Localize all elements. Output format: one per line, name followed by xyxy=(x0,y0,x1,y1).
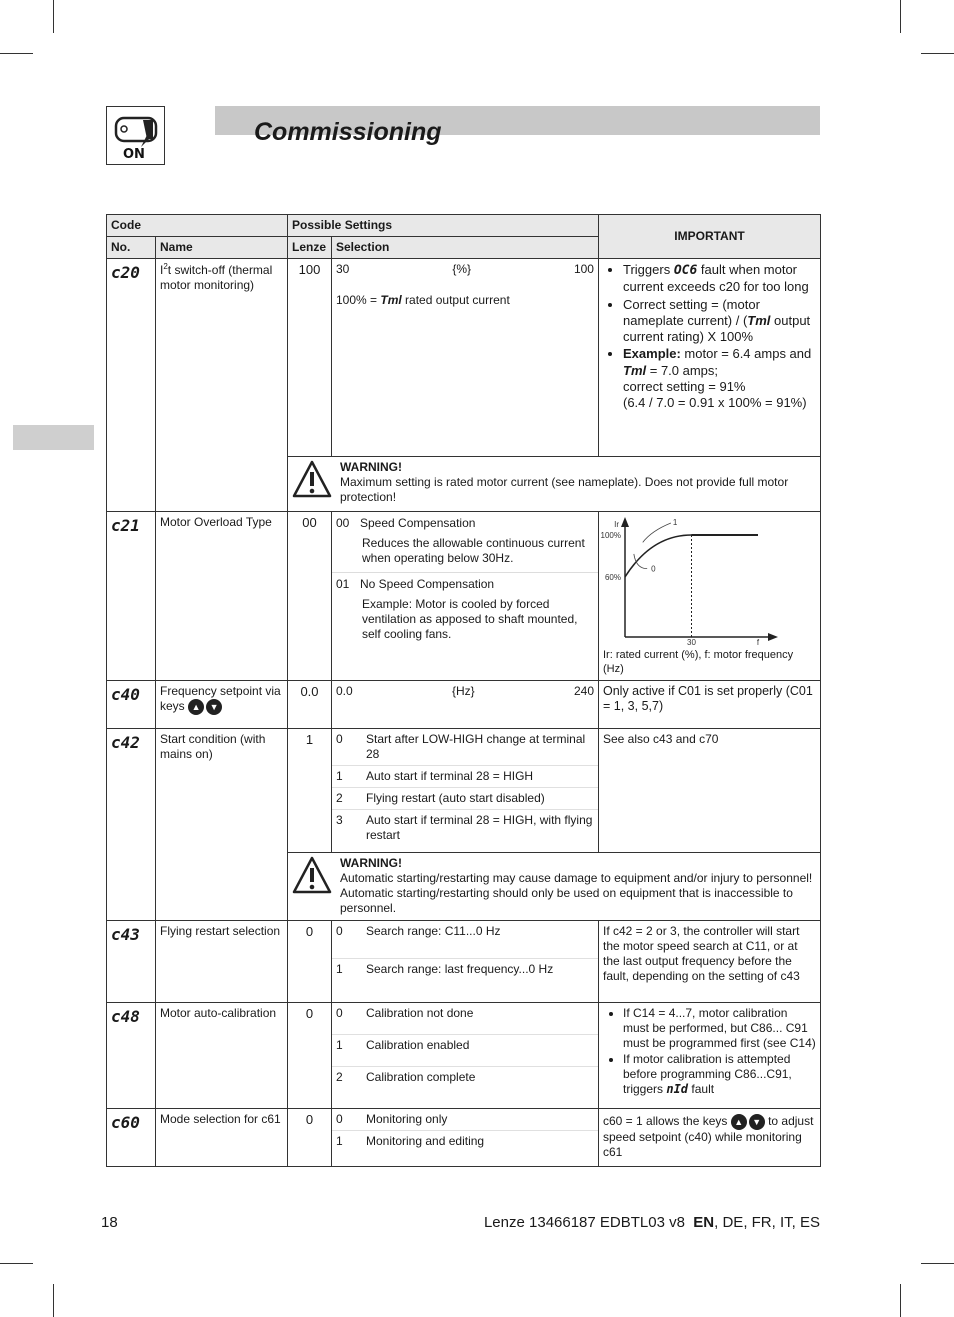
leader-0 xyxy=(634,554,647,569)
header-important: IMPORTANT xyxy=(599,215,821,259)
selection-c43 xyxy=(332,920,599,1002)
option-01: 01 No Speed Compensation Example: Motor is cooled by forced ventilation as apposed to shaft mounted, self cooling fans. xyxy=(336,577,578,641)
code-c48: c48 xyxy=(107,1002,156,1108)
code-c40: c40 xyxy=(107,680,156,728)
on-label: ON xyxy=(123,147,145,162)
name-c60: Mode selection for c61 xyxy=(156,1108,288,1166)
list-item: 1 Auto start if terminal 28 = HIGH xyxy=(332,765,598,787)
y-axis-arrow xyxy=(621,517,629,527)
list-item: 0 Start after LOW-HIGH change at terminal 28 xyxy=(332,729,598,766)
selection-c60 xyxy=(332,1108,599,1166)
code-c42: c42 xyxy=(107,728,156,920)
warning-c42: WARNING! Automatic starting/restarting may cause damage to equipment and/or injury to personnel! Automatic starting/restarting should only be used on equipment that is inaccessible to personnel. xyxy=(288,852,821,920)
header-no: No. xyxy=(107,237,156,259)
option-00: 00 Speed Compensation Reduces the allowable continuous current when operating below 30Hz. xyxy=(332,512,598,573)
lenze-c42: 1 xyxy=(288,728,332,852)
name-c42: Start condition (with mains on) xyxy=(156,728,288,920)
name-c48: Motor auto-calibration xyxy=(156,1002,288,1108)
table-row xyxy=(107,728,821,852)
keys-up-down-icon xyxy=(188,699,222,715)
list-item: 1 Search range: last frequency...0 Hz xyxy=(336,962,554,976)
selection-c21 xyxy=(332,512,599,681)
note-c20: 100% = Tml rated output current xyxy=(336,293,510,307)
lenze-c60: 0 xyxy=(288,1108,332,1166)
down-key-icon: ▼ xyxy=(206,699,222,715)
code-c60: c60 xyxy=(107,1108,156,1166)
table-header-row xyxy=(107,215,821,237)
name-c21: Motor Overload Type xyxy=(156,512,288,681)
selection-c20 xyxy=(332,259,599,457)
crop-mark xyxy=(53,0,54,33)
selection-c40: 0.0 {Hz} 240 xyxy=(332,680,599,728)
y-tick-label: 60% xyxy=(604,573,621,582)
crop-mark xyxy=(921,1263,954,1264)
list-item: 3 Auto start if terminal 28 = HIGH, with flying restart xyxy=(336,812,593,842)
chart-caption: Ir: rated current (%), f: motor frequency (Hz) xyxy=(603,649,794,675)
parameter-table xyxy=(106,214,821,1167)
important-c43: If c42 = 2 or 3, the controller will start the motor speed search at C11, or at the last output frequency before the fault, depending on the setting of c43 xyxy=(599,920,821,1002)
x-axis-arrow xyxy=(768,633,778,641)
table-row xyxy=(107,259,821,457)
header-selection: Selection xyxy=(332,237,599,259)
series-label-0: 0 xyxy=(651,564,656,574)
table-row xyxy=(107,1108,821,1166)
list-item: 0 Calibration not done xyxy=(332,1003,598,1035)
y-tick-label: 100% xyxy=(600,531,621,540)
header-name: Name xyxy=(156,237,288,259)
warning-c20: WARNING! Maximum setting is rated motor current (see nameplate). Does not provide full motor protection! xyxy=(288,457,821,512)
code-c43: c43 xyxy=(107,920,156,1002)
name-c20: $I^2t$ switch-off (thermal motor monitoring) xyxy=(156,259,288,512)
lenze-c40: 0.0 xyxy=(288,680,332,728)
header-possible-settings: Possible Settings xyxy=(288,215,599,237)
max-c20: 100 xyxy=(573,262,594,276)
lenze-c20: 100 xyxy=(288,259,332,457)
selection-c42 xyxy=(332,728,599,852)
unit-c20: {%} xyxy=(452,262,471,276)
warning-icon xyxy=(292,856,332,894)
list-item: 0 Monitoring only xyxy=(332,1109,598,1131)
list-item: 1 Calibration enabled xyxy=(332,1035,598,1067)
table-row xyxy=(107,920,821,1002)
keys-up-down-icon xyxy=(731,1114,765,1130)
on-switch-icon xyxy=(106,106,165,165)
important-c60: c60 = 1 allows the keys ▲ ▼ to adjust speed setpoint (c40) while monitoring c61 xyxy=(599,1108,821,1166)
x-tick-label: 30 xyxy=(687,638,696,647)
list-item: 1 Monitoring and editing xyxy=(336,1133,485,1148)
header-code: Code xyxy=(107,215,288,237)
selection-c48 xyxy=(332,1002,599,1108)
code-c21: c21 xyxy=(107,512,156,681)
table-row xyxy=(107,512,821,681)
header-lenze: Lenze xyxy=(288,237,332,259)
list-item: 2 Flying restart (auto start disabled) xyxy=(332,787,598,809)
crop-mark xyxy=(921,53,954,54)
up-key-icon: ▲ xyxy=(188,699,204,715)
important-c48: • If C14 = 4...7, motor calibration must be performed, but C86... C91 must be programmed first (see C14) • If motor calibration is attempted before programming C86...C91, triggers nId fault xyxy=(599,1002,821,1108)
y-axis-label: Ir xyxy=(614,520,619,529)
important-c42: See also c43 and c70 xyxy=(599,728,821,852)
down-key-icon: ▼ xyxy=(749,1114,765,1130)
side-tab-marker xyxy=(13,425,94,450)
important-c21 xyxy=(599,512,821,681)
code-c20: c20 xyxy=(107,259,156,512)
page-number: 18 xyxy=(101,1214,118,1231)
crop-mark xyxy=(0,1263,33,1264)
up-key-icon: ▲ xyxy=(731,1114,747,1130)
table-row xyxy=(107,1002,821,1108)
min-c20: 30 xyxy=(336,262,350,276)
lenze-c43: 0 xyxy=(288,920,332,1002)
lenze-c48: 0 xyxy=(288,1002,332,1108)
list-item: 2 Calibration complete xyxy=(336,1070,476,1084)
warning-icon xyxy=(292,460,332,498)
list-item: 0 Search range: C11...0 Hz xyxy=(332,921,598,959)
crop-mark xyxy=(900,0,901,33)
crop-mark xyxy=(53,1284,54,1317)
table-row xyxy=(107,680,821,728)
important-c20: • Triggers OC6 fault when motor current exceeds c20 for too long • Correct setting = (motor nameplate current) / (Tml output current rating) X 100% • Example: motor = 6.4 amps and Tml = 7.0 amps; correct setting = 91% (6.4 / 7.0 = 0.91 x 100% = 91%) xyxy=(599,259,821,457)
crop-mark xyxy=(0,53,33,54)
series-curve-1 xyxy=(625,535,692,577)
page-title: Commissioning xyxy=(254,118,442,146)
lenze-c21: 00 xyxy=(288,512,332,681)
crop-mark xyxy=(900,1284,901,1317)
overload-chart xyxy=(600,515,803,647)
footer-doc-info: Lenze 13466187 EDBTL03 v8 EN, DE, FR, IT, ES xyxy=(483,1214,820,1231)
name-c43: Flying restart selection xyxy=(156,920,288,1002)
important-c40: Only active if C01 is set properly (C01 = 1, 3, 5,7) xyxy=(599,680,821,728)
x-axis-label: f xyxy=(756,638,760,647)
series-label-1: 1 xyxy=(672,518,678,527)
name-c40: Frequency setpoint via keys ▲ ▼ xyxy=(156,680,288,728)
